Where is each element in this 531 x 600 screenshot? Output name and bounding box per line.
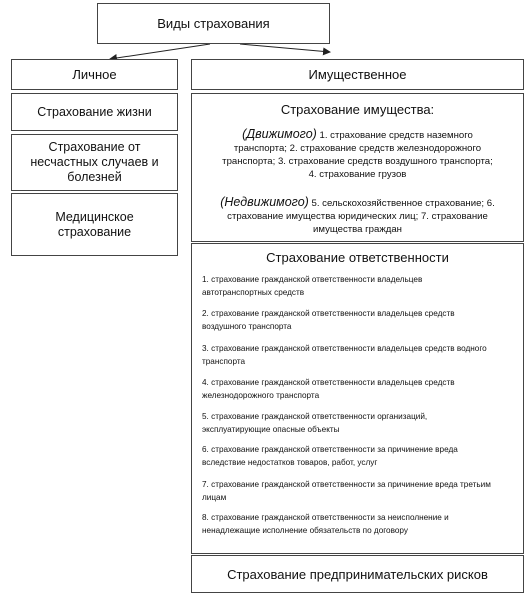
personal-header-label: Личное: [72, 67, 117, 82]
personal-item-accidents-line3: болезней: [67, 170, 122, 184]
liability-item-7-line1: 7. страхование гражданской ответственности за причинение вреда третьим: [202, 480, 491, 489]
liability-item-4-line1: 4. страхование гражданской ответственности владельцев средств: [202, 378, 455, 387]
personal-item-medical-line1: Медицинское: [55, 209, 134, 224]
liability-item-5: [202, 411, 512, 436]
property-header-label: Имущественное: [308, 67, 407, 82]
liability-item-8-line2: ненадлежащие исполнение обязательств по договору: [202, 525, 408, 535]
liability-item-6-line1: 6. страхование гражданской ответственности за причинение вреда: [202, 445, 458, 454]
personal-item-life: [11, 93, 178, 131]
liability-item-8: [202, 512, 512, 537]
movable-paragraph: [196, 128, 519, 181]
immovable-line1: 5. сельскохозяйственное страхование; 6.: [311, 198, 495, 209]
personal-item-accidents-line2: несчастных случаев и: [30, 155, 159, 169]
personal-item-accidents-line1: Страхование от: [48, 140, 141, 154]
liability-item-8-line1: 8. страхование гражданской ответственности за неисполнение и: [202, 513, 449, 522]
liability-item-3-line1: 3. страхование гражданской ответственности владельцев средств водного: [202, 344, 487, 353]
immovable-line2: страхование имущества юридических лиц; 7. страхование: [227, 211, 488, 222]
movable-line4: 4. страхование грузов: [308, 169, 407, 180]
movable-line3: транспорта; 3. страхование средств воздушного транспорта;: [222, 156, 493, 167]
personal-header: [11, 59, 178, 90]
arrow-to-property: [240, 44, 330, 52]
property-insurance-title: Страхование имущества:: [280, 102, 435, 117]
liability-item-1-line1: 1. страхование гражданской ответственности владельцев: [202, 275, 423, 284]
liability-item-2-line2: воздушного транспорта: [202, 321, 292, 331]
movable-tag: (Движимого): [242, 127, 317, 141]
movable-line2: транспорта; 2. страхование средств железнодорожного: [233, 143, 482, 154]
liability-item-4-line2: железнодорожного транспорта: [202, 390, 320, 400]
business-risks-label: Страхование предпринимательских рисков: [227, 566, 488, 582]
property-header: [191, 59, 524, 90]
liability-item-7-line2: лицам: [202, 492, 227, 502]
liability-item-6: [202, 444, 512, 469]
liability-box: [191, 243, 524, 554]
personal-item-accidents: [11, 134, 178, 191]
root-label: Виды страхования: [157, 16, 270, 31]
liability-item-2: [202, 308, 512, 333]
liability-item-3-line2: транспорта: [202, 356, 246, 366]
property-insurance-box: [191, 93, 524, 242]
personal-item-life-label: Страхование жизни: [37, 104, 152, 119]
liability-item-2-line1: 2. страхование гражданской ответственности владельцев средств: [202, 309, 455, 318]
root-node: [97, 3, 330, 44]
immovable-line3: имущества граждан: [313, 224, 402, 235]
business-risks-box: [191, 555, 524, 593]
personal-item-medical: [11, 193, 178, 256]
personal-item-medical-line2: страхование: [57, 224, 132, 239]
arrow-to-personal: [110, 44, 210, 59]
immovable-paragraph: [196, 196, 519, 236]
liability-title: Страхование ответственности: [266, 250, 449, 265]
liability-item-3: [202, 343, 512, 368]
liability-item-5-line1: 5. страхование гражданской ответственности организаций,: [202, 412, 428, 421]
liability-item-7: [202, 479, 512, 504]
liability-item-6-line2: вследствие недостатков товаров, работ, услуг: [202, 457, 378, 467]
liability-item-1-line2: автотранспортных средств: [202, 287, 305, 297]
liability-item-1: [202, 274, 512, 299]
liability-item-5-line2: эксплуатирующие опасные объекты: [202, 424, 340, 434]
immovable-tag: (Недвижимого): [220, 195, 309, 209]
movable-line1: 1. страхование средств наземного: [319, 130, 473, 141]
liability-item-4: [202, 377, 512, 402]
